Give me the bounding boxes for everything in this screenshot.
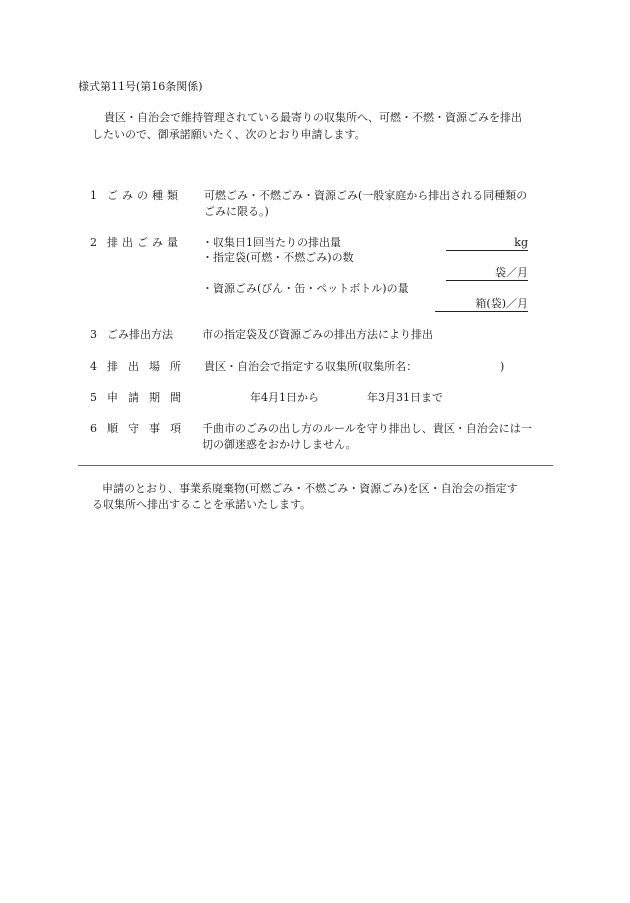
item-value-line-2: ごみに限る。) xyxy=(204,205,269,218)
bag-count-field[interactable] xyxy=(446,266,528,281)
item-label: 順守事項 xyxy=(107,422,191,435)
item-number: 4 xyxy=(90,360,97,373)
intro-line-1: 貴区・自治会で維持管理されている最寄りの収集所へ、可燃・不燃・資源ごみを排出 xyxy=(104,111,522,124)
item-label: ごみ排出方法 xyxy=(107,328,173,341)
bag-count-unit: 袋／月 xyxy=(495,266,528,279)
bag-count-label: ・指定袋(可燃・不燃ごみ)の数 xyxy=(202,251,354,264)
item-number: 6 xyxy=(90,422,97,435)
item-number: 5 xyxy=(90,391,97,404)
item-value: 市の指定袋及び資源ごみの排出方法により排出 xyxy=(202,328,433,341)
daily-amount-field[interactable] xyxy=(446,236,528,251)
item-value: 貴区・自治会で指定する収集所(収集所名： xyxy=(204,360,418,373)
item-number: 3 xyxy=(90,328,97,341)
daily-amount-label: ・収集日1回当たりの排出量 xyxy=(202,236,341,249)
item-label: ごみの種類 xyxy=(107,189,182,202)
form-header: 様式第11号(第16条関係) xyxy=(78,80,203,93)
item-number: 1 xyxy=(90,189,97,202)
item-label: 排出場所 xyxy=(107,360,191,373)
item-value-line-1: 可燃ごみ・不燃ごみ・資源ごみ(一般家庭から排出される同種類の xyxy=(204,189,528,202)
close-paren: ) xyxy=(500,360,505,373)
period-from: 年4月1日から xyxy=(250,391,319,404)
period-to: 年3月31日まで xyxy=(367,391,443,404)
recyclable-amount-unit: 箱(袋)／月 xyxy=(475,297,528,310)
section-divider xyxy=(78,465,553,466)
item-label: 申請期間 xyxy=(107,391,191,404)
daily-amount-unit: kg xyxy=(514,236,528,249)
item-value-line-2: 切の御迷惑をおかけしません。 xyxy=(202,438,357,451)
item-value-line-1: 千曲市のごみの出し方のルールを守り排出し、貴区・自治会には一 xyxy=(202,422,532,435)
item-label: 排出ごみ量 xyxy=(107,236,182,249)
approval-line-2: る収集所へ排出することを承諾いたします。 xyxy=(92,498,312,511)
recyclable-amount-field[interactable] xyxy=(435,297,528,312)
item-number: 2 xyxy=(90,236,97,249)
approval-line-1: 申請のとおり、事業系廃棄物(可燃ごみ・不燃ごみ・資源ごみ)を区・自治会の指定す xyxy=(102,482,518,495)
intro-line-2: したいので、御承諾願いたく、次のとおり申請します。 xyxy=(92,128,366,141)
recyclable-amount-label: ・資源ごみ(びん・缶・ペットボトル)の量 xyxy=(202,282,409,295)
